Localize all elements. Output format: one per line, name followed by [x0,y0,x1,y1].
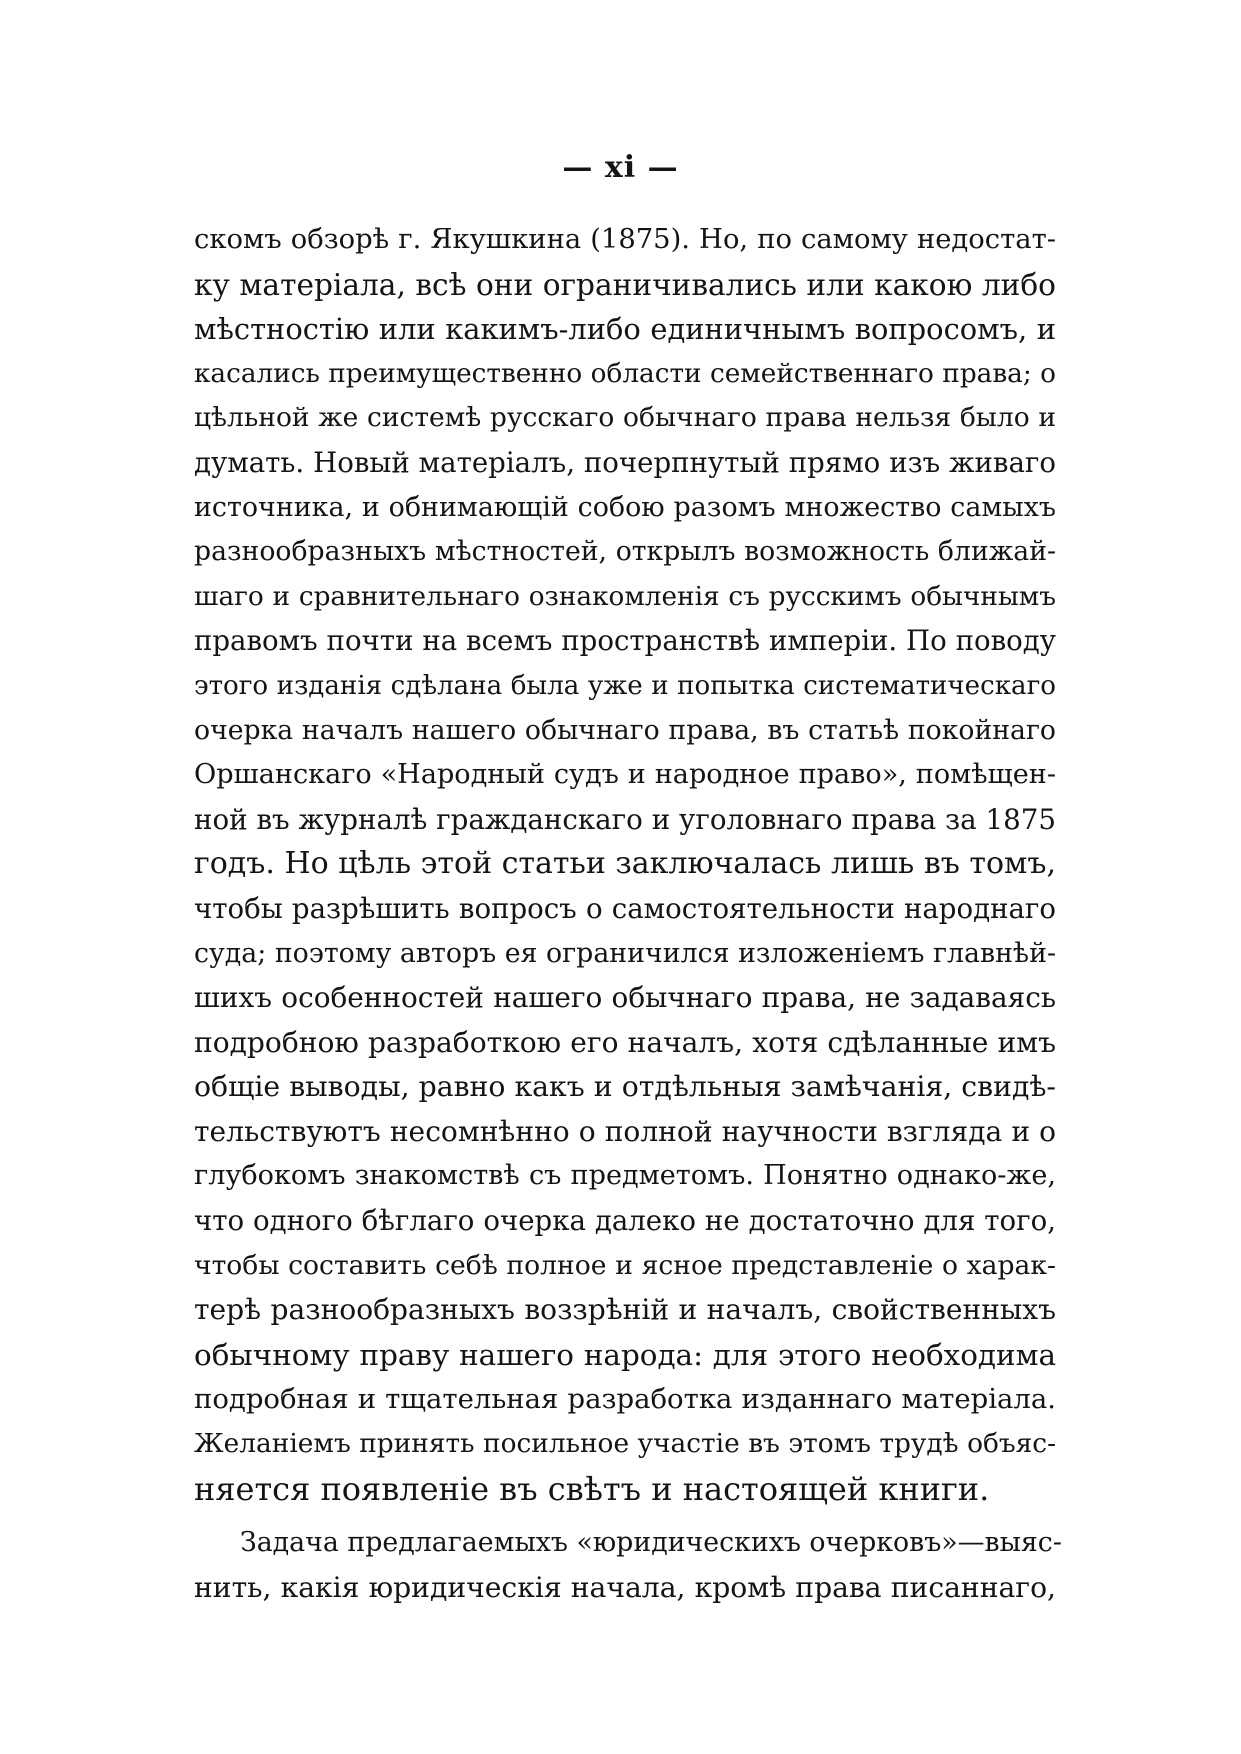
text-line: подробною разработкою его началъ, хотя сдѣланные имъ [194,1025,1056,1059]
text-line: Оршанскаго «Народный судъ и народное право», помѣщен- [194,759,1056,791]
text-line: разнообразныхъ мѣстностей, открылъ возможность ближай- [194,536,1056,568]
text-line: чтобы составить себѣ полное и ясное представленіе о харак- [194,1249,1056,1281]
text-line: очерка началъ нашего обычнаго права, въ статьѣ покойнаго [194,714,1056,746]
text-line: подробная и тщательная разработка изданнаго матеріала. [194,1383,1056,1416]
text-line: касались преимущественно области семейственнаго права; о [194,358,1056,389]
page-number: — xi — [562,150,679,185]
paragraph-1 [194,218,1056,1511]
text-line: общіе выводы, равно какъ и отдѣльныя замѣчанія, свидѣ- [194,1070,1056,1104]
text-line: скомъ обзорѣ г. Якушкина (1875). Но, по самому недостат- [194,224,1056,255]
text-line: обычному праву нашего народа: для этого необходима [194,1337,1056,1372]
text-line: шаго и сравнительнаго ознакомленія съ русскимъ обычнымъ [194,581,1056,612]
body-text [194,218,1062,1610]
text-line: мѣстностію или какимъ-либо единичнымъ вопросомъ, и [194,312,1056,347]
text-line: цѣльной же системѣ русскаго обычнаго права нельзя было и [194,402,1056,434]
text-line: суда; поэтому авторъ ея ограничился изложеніемъ главнѣй- [194,937,1056,969]
text-line: источника, и обнимающій собою разомъ множество самыхъ [194,491,1056,523]
text-line: Задача предлагаемыхъ «юридическихъ очерковъ»—выяс- [240,1527,1062,1559]
text-line: думать. Новый матеріалъ, почерпнутый прямо изъ живаго [194,445,1056,479]
paragraph-2 [194,1521,1062,1610]
text-line: ной въ журналѣ гражданскаго и уголовнаго права за 1875 [194,802,1056,836]
text-line: ку матеріала, всѣ они ограничивались или какою либо [194,267,1056,302]
text-line: годъ. Но цѣль этой статьи заключалась лишь въ томъ, [194,846,1056,882]
text-line: Желаніемъ принять посильное участіе въ этомъ трудѣ объяс- [194,1428,1056,1460]
text-line: этого изданія сдѣлана была уже и попытка систематическаго [194,670,1056,701]
text-line: нить, какія юридическія начала, кромѣ права писаннаго, [194,1570,1056,1604]
text-line: терѣ разнообразныхъ воззрѣній и началъ, свойственныхъ [194,1293,1056,1327]
text-line: глубокомъ знакомствѣ съ предметомъ. Понятно однако-же, [194,1160,1056,1192]
text-line: шихъ особенностей нашего обычнаго права, не задаваясь [194,981,1056,1015]
text-line: тельствуютъ несомнѣнно о полной научности взгляда и о [194,1114,1056,1148]
text-line: няется появленіе въ свѣтъ и настоящей книги. [194,1469,990,1508]
text-line: что одного бѣглаго очерка далеко не достаточно для того, [194,1204,1056,1238]
text-line: правомъ почти на всемъ пространствѣ имперіи. По поводу [194,624,1056,658]
text-line: чтобы разрѣшить вопросъ о самостоятельности народнаго [194,891,1056,925]
